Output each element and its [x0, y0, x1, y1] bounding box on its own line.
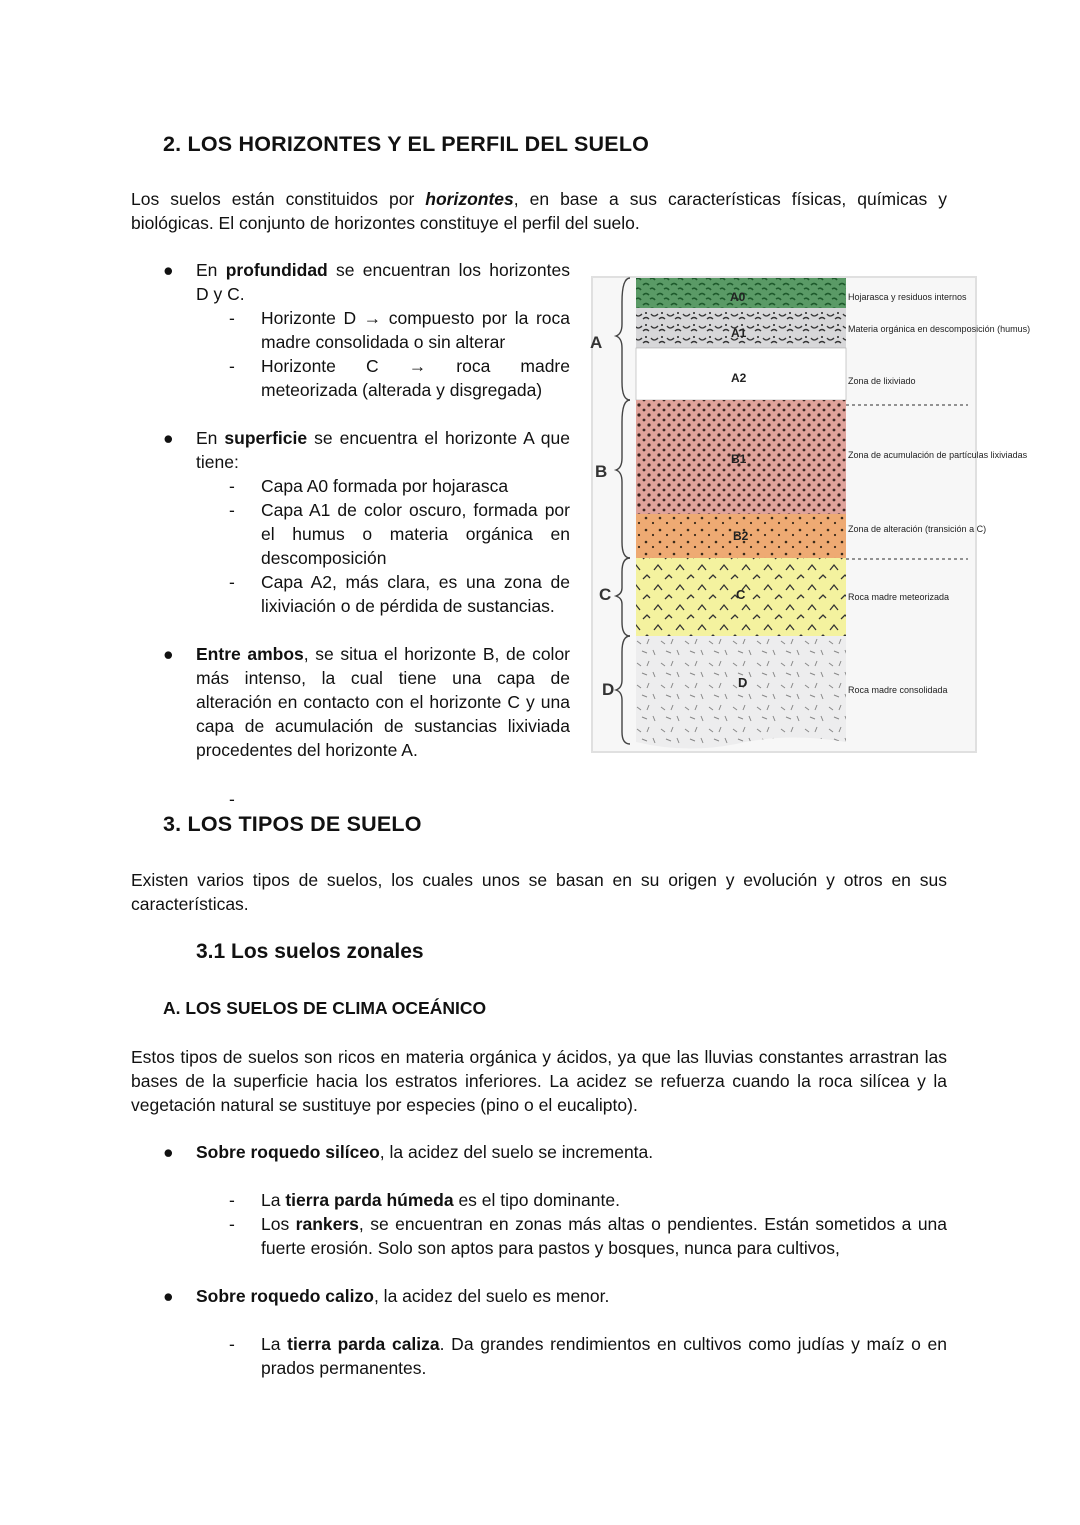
bullet-icon: ● — [163, 260, 174, 280]
sublist-item: - Capa A1 de color oscuro, formada por el humus o materia orgánica en descomposición — [229, 500, 570, 568]
annotation-alteracion: Zona de alteración (transición a C) — [848, 524, 987, 534]
horizon-letter-d: D — [602, 680, 615, 699]
layer-d — [636, 636, 846, 749]
layer-label-b1: B1 — [731, 452, 747, 466]
soil-profile-svg — [586, 262, 1031, 756]
sublist-item: - La tierra parda caliza. Da grandes rendimientos en cultivos como judías y maíz o en prados permanentes. — [229, 1334, 948, 1378]
bullet-icon: ● — [163, 1142, 174, 1162]
bullet-icon: ● — [163, 428, 174, 448]
layer-label-a1: A1 — [731, 326, 747, 340]
layer-label-c: C — [736, 587, 746, 602]
annotation-materia: Materia orgánica en descomposición (humus) — [848, 324, 1031, 334]
horizon-letter-a: A — [590, 333, 603, 352]
layer-label-d: D — [738, 675, 748, 690]
subsection-3-1-title: 3.1 Los suelos zonales — [196, 940, 424, 963]
annotation-hojarasca: Hojarasca y residuos internos — [848, 292, 967, 302]
sublist-item: - Capa A2, más clara, es una zona de lixiviación o de pérdida de sustancias. — [229, 572, 570, 616]
layer-label-a0: A0 — [730, 290, 746, 304]
bullet-icon: ● — [163, 644, 174, 664]
sublist-item: - Capa A0 formada por hojarasca — [229, 476, 509, 496]
list-item-profundidad: ● En profundidad se encuentran los horizontes D y C. — [163, 260, 570, 304]
list-item-superficie: ● En superficie se encuentra el horizonte A que tiene: — [163, 428, 570, 472]
section-2-title: 2. LOS HORIZONTES Y EL PERFIL DEL SUELO — [163, 132, 650, 156]
bullet-icon: ● — [163, 1286, 174, 1306]
stray-dash: - — [229, 789, 235, 809]
sublist-item: - Horizonte C → roca madre meteorizada (alterada y disgregada) — [229, 356, 570, 400]
oceanic-soils-paragraph: Estos tipos de suelos son ricos en materia orgánica y ácidos, ya que las lluvias constantes arrastran las bases de la superficie hacia los estratos inferiores. La acidez se refuerza cuando la roca silícea y la vegetación natural se sustituye por especies (pino o el eucalipto). — [131, 1047, 947, 1115]
layer-label-a2: A2 — [731, 371, 747, 385]
annotation-acumulacion: Zona de acumulación de partículas lixiviadas — [848, 450, 1028, 460]
section-3-title: 3. LOS TIPOS DE SUELO — [163, 812, 422, 836]
horizon-letter-b: B — [595, 462, 608, 481]
list-item-roquedo-calizo: ● Sobre roquedo calizo, la acidez del suelo es menor. — [163, 1286, 610, 1306]
annotation-consolidada: Roca madre consolidada — [848, 685, 948, 695]
section-3-intro: Existen varios tipos de suelos, los cuales unos se basan en su origen y evolución y otros en sus características. — [131, 870, 947, 914]
sublist-item: - Horizonte D → compuesto por la roca madre consolidada o sin alterar — [229, 308, 570, 352]
horizons-bullets — [163, 258, 570, 762]
sublist-item: - La tierra parda húmeda es el tipo dominante. — [229, 1190, 620, 1210]
calizo-sublist — [229, 1332, 947, 1380]
soil-profile-diagram — [586, 262, 1031, 756]
layer-label-b2: B2 — [733, 529, 749, 543]
annotation-lixiviado: Zona de lixiviado — [848, 376, 916, 386]
sublist-item: - Los rankers, se encuentran en zonas más altas o pendientes. Están sometidos a una fuerte erosión. Solo son aptos para pastos y bosques, nunca para cultivos, — [229, 1214, 948, 1258]
subsection-a-title: A. LOS SUELOS DE CLIMA OCEÁNICO — [163, 998, 487, 1018]
horizon-letter-c: C — [599, 585, 612, 604]
section-2-intro: Los suelos están constituidos por horizontes, en base a sus características físicas, químicas y biológicas. El conjunto de horizontes constituye el perfil del suelo. — [131, 189, 947, 233]
siliceo-sublist — [229, 1188, 947, 1260]
annotation-meteorizada: Roca madre meteorizada — [848, 592, 950, 602]
list-item-roquedo-siliceo: ● Sobre roquedo silíceo, la acidez del suelo se incrementa. — [163, 1142, 654, 1162]
list-item-entre-ambos: ● Entre ambos, se situa el horizonte B, de color más intenso, la cual tiene una capa de alteración en contacto con el horizonte C y una capa de acumulación de sustancias lixiviada procedentes del horizonte A. — [163, 644, 570, 760]
